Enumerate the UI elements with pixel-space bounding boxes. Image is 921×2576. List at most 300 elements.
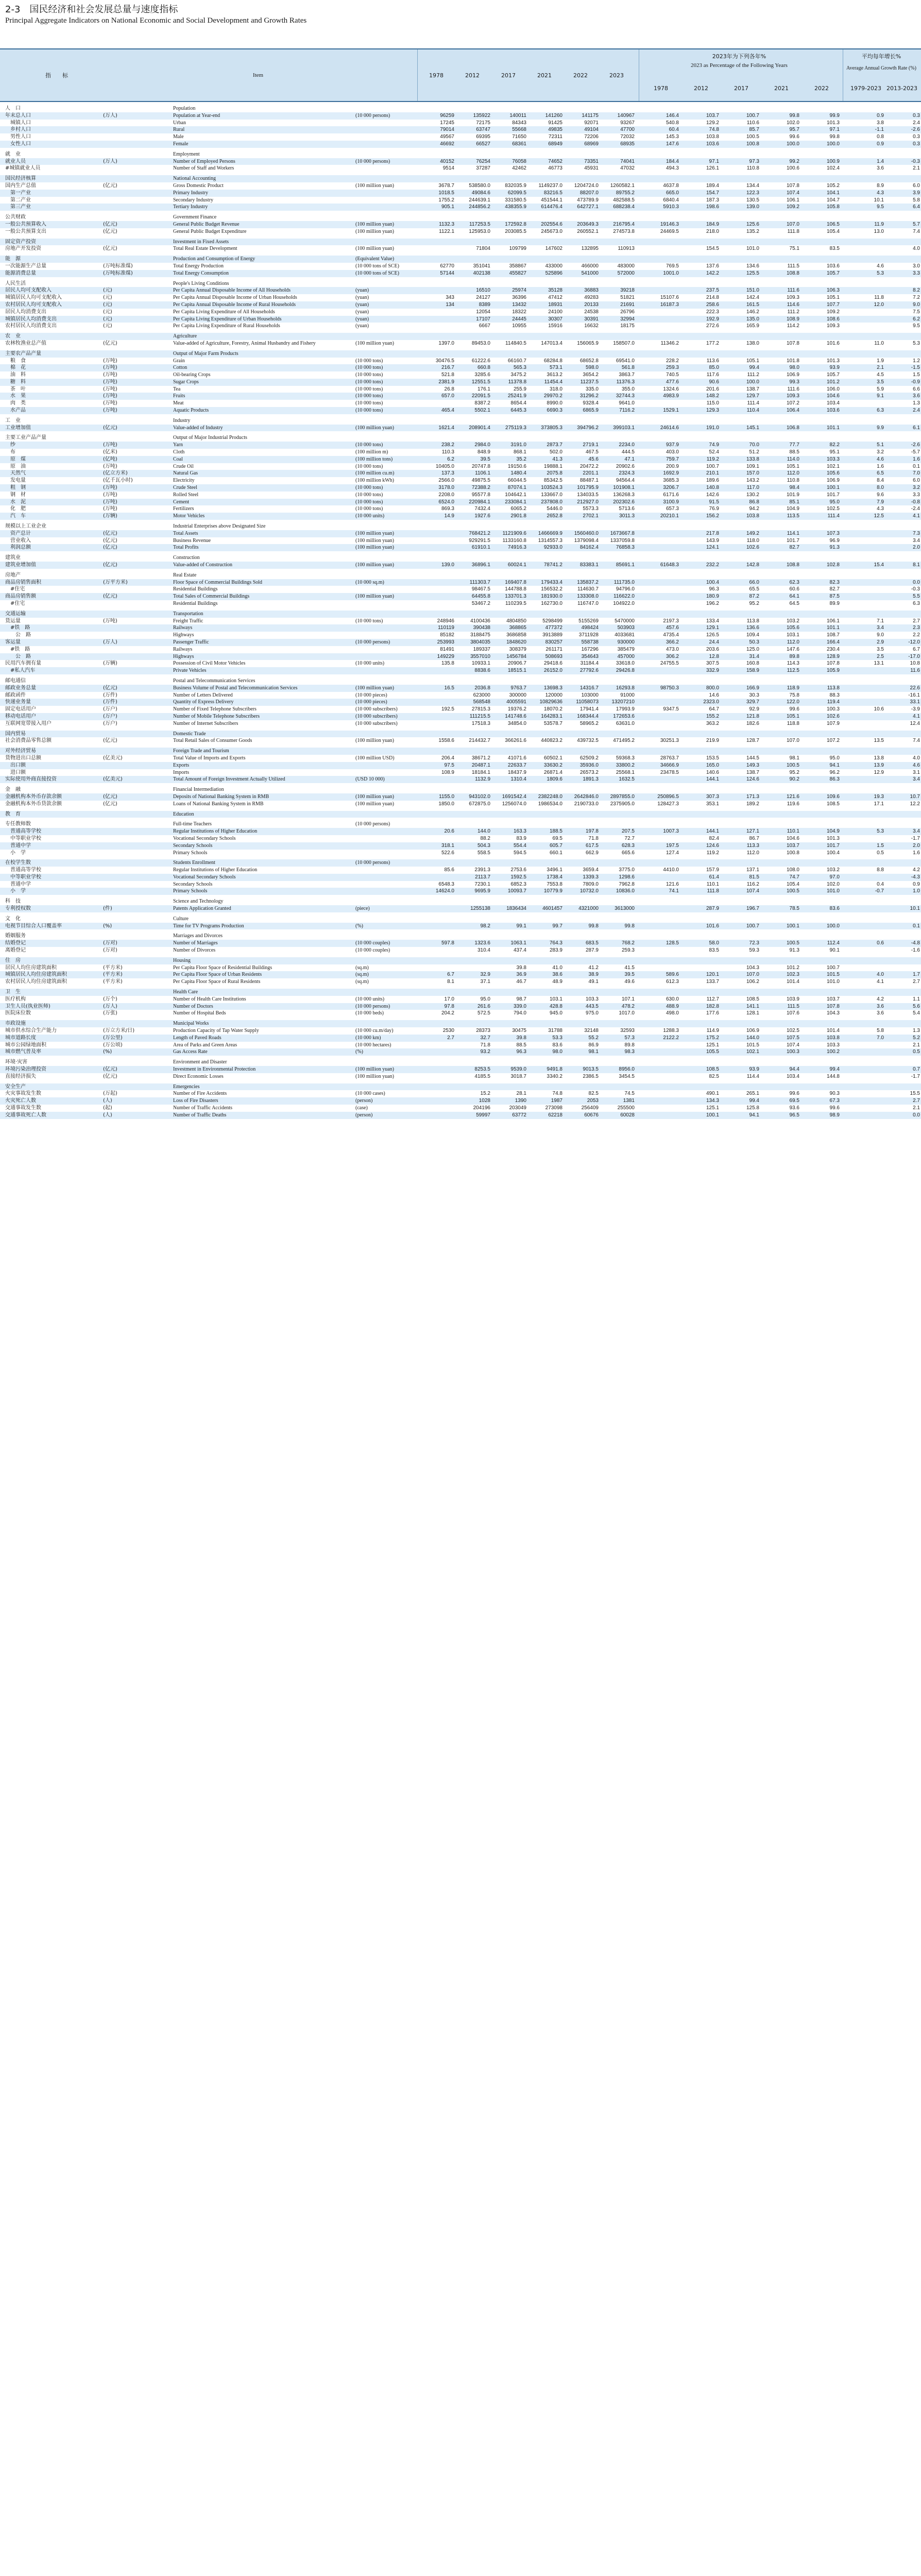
row-value: 106.1 bbox=[826, 618, 840, 624]
row-value: 94.2 bbox=[749, 506, 759, 512]
row-value: 0.0 bbox=[913, 1112, 920, 1118]
row-value: 145.1 bbox=[746, 425, 759, 431]
section-row bbox=[0, 417, 921, 425]
row-value: 10732.0 bbox=[579, 888, 599, 894]
row-label-chinese: 电视节目综合人口覆盖率 bbox=[5, 923, 62, 929]
row-value: 95.7 bbox=[789, 127, 799, 133]
row-value: 522.6 bbox=[441, 850, 454, 856]
row-label-chinese: 公共财政 bbox=[5, 214, 26, 221]
row-value: 53578.7 bbox=[543, 720, 562, 726]
row-value: 107.5 bbox=[786, 1035, 799, 1041]
row-value: 905.1 bbox=[441, 204, 454, 210]
row-value: 2324.3 bbox=[619, 470, 635, 477]
table-row bbox=[0, 379, 921, 386]
table-row bbox=[0, 874, 921, 881]
row-value: 258.6 bbox=[706, 301, 719, 308]
row-value: 96.3 bbox=[516, 1049, 526, 1055]
row-unit-chinese: (万吨) bbox=[103, 358, 117, 364]
row-value: 275119.3 bbox=[505, 425, 526, 431]
row-value: 66160.7 bbox=[507, 358, 526, 364]
row-value: 139.0 bbox=[746, 204, 759, 210]
row-value: 237808.0 bbox=[541, 499, 562, 505]
row-label-chinese: #私人汽车 bbox=[5, 668, 36, 674]
table-header bbox=[0, 48, 921, 102]
row-value: 2381.9 bbox=[438, 379, 454, 385]
row-value: 94564.4 bbox=[616, 478, 635, 484]
table-row bbox=[0, 358, 921, 365]
row-value: 140.8 bbox=[706, 485, 719, 491]
row-value: 3.2 bbox=[913, 485, 920, 491]
row-unit-chinese: (亿元) bbox=[103, 182, 117, 189]
row-value: 33618.0 bbox=[616, 660, 635, 667]
row-value: 182.6 bbox=[746, 720, 759, 726]
row-value: 1560460.0 bbox=[574, 530, 599, 536]
row-label-chinese: 粮 食 bbox=[5, 358, 26, 364]
row-value: 2.1 bbox=[913, 165, 920, 172]
row-value: 106.0 bbox=[826, 386, 840, 392]
row-value: 525896 bbox=[545, 270, 562, 276]
row-value: 385479 bbox=[617, 646, 635, 652]
row-value: 29426.8 bbox=[616, 668, 635, 674]
row-value: 8.8 bbox=[877, 867, 884, 873]
row-label-chinese: 结婚登记 bbox=[5, 940, 26, 946]
row-value: 108.5 bbox=[706, 1066, 719, 1073]
row-unit-english: (10 000 tons) bbox=[355, 485, 383, 491]
row-value: 101.5 bbox=[746, 1042, 759, 1048]
row-value: 494.3 bbox=[666, 165, 679, 172]
row-label-chinese: 女性人口 bbox=[5, 141, 31, 147]
row-label-chinese: 城镇居民人均住房建筑面积 bbox=[5, 972, 67, 978]
row-value: 9763.7 bbox=[510, 685, 526, 691]
row-value: 13.0 bbox=[874, 228, 884, 234]
row-value: 1621.4 bbox=[438, 425, 454, 431]
row-label-english: Area of Parks and Green Areas bbox=[173, 1042, 237, 1048]
row-value: 5502.1 bbox=[474, 408, 490, 414]
row-value: 133667.0 bbox=[541, 492, 562, 498]
row-value: 114.2 bbox=[787, 323, 799, 329]
row-value: 868.1 bbox=[513, 449, 526, 455]
row-label-chinese: 安全生产 bbox=[5, 1083, 26, 1090]
row-value: 97.1 bbox=[709, 158, 719, 164]
table-row bbox=[0, 1105, 921, 1112]
row-value: 5.9 bbox=[877, 386, 884, 392]
row-value: 630.0 bbox=[666, 996, 679, 1002]
header-indicator: 指 标 bbox=[45, 72, 68, 79]
row-value: 4804850 bbox=[506, 618, 526, 624]
row-unit-chinese: (万公顷) bbox=[103, 1042, 123, 1048]
row-value: 7.0 bbox=[913, 470, 920, 477]
row-label-english: Regular Institutions of Higher Education bbox=[173, 867, 258, 873]
row-value: 540.8 bbox=[666, 120, 679, 126]
row-value: 98.1 bbox=[789, 755, 799, 761]
row-value: 60.4 bbox=[669, 127, 679, 133]
row-value: 18175 bbox=[620, 323, 635, 329]
row-label-chinese: 金 融 bbox=[5, 787, 21, 793]
row-unit-english: (10 000 subscribers) bbox=[355, 706, 398, 713]
row-label-english: Science and Technology bbox=[173, 899, 224, 905]
row-value: 133.4 bbox=[706, 618, 719, 624]
row-value: 115.0 bbox=[706, 400, 719, 406]
row-label-english: Total Value of Imports and Exports bbox=[173, 755, 246, 761]
row-label-english: Sugar Crops bbox=[173, 379, 199, 385]
section-row bbox=[0, 175, 921, 182]
row-value: -2.4 bbox=[911, 506, 920, 512]
row-value: 130.2 bbox=[746, 492, 759, 498]
row-value: 9.0 bbox=[877, 632, 884, 638]
row-value: 665.0 bbox=[666, 190, 679, 196]
row-value: 15.4 bbox=[874, 562, 884, 568]
row-value: 110.1 bbox=[706, 881, 719, 887]
row-value: 18515.1 bbox=[507, 668, 526, 674]
row-unit-english: (100 million yuan) bbox=[355, 530, 394, 536]
row-value: 3.4 bbox=[913, 776, 920, 783]
row-label-english: Culture bbox=[173, 916, 189, 922]
row-value: 149.2 bbox=[746, 530, 759, 536]
row-value: 11378.8 bbox=[508, 379, 526, 385]
row-value: 101.4 bbox=[786, 979, 799, 985]
row-value: 5713.6 bbox=[619, 506, 635, 512]
row-label-chinese: 能源消费总量 bbox=[5, 270, 36, 276]
row-value: 165.0 bbox=[706, 762, 719, 768]
row-value: 71.8 bbox=[588, 835, 599, 841]
row-value: 101.0 bbox=[746, 246, 759, 252]
row-label-english: Electricity bbox=[173, 478, 195, 484]
row-value: 119.2 bbox=[706, 850, 719, 856]
row-value: 6.0 bbox=[913, 478, 920, 484]
row-label-english: Vocational Secondary Schools bbox=[173, 835, 236, 841]
row-value: 72206 bbox=[584, 134, 599, 140]
row-value: 97.8 bbox=[444, 1003, 454, 1009]
row-value: 117.0 bbox=[746, 485, 759, 491]
row-value: 144.0 bbox=[477, 828, 490, 835]
row-value: 71804 bbox=[476, 246, 490, 252]
row-value: 1018.5 bbox=[438, 190, 454, 196]
row-value: 35.2 bbox=[516, 456, 526, 462]
row-value: 2122.2 bbox=[663, 1035, 679, 1041]
row-value: 5.4 bbox=[913, 1010, 920, 1016]
row-label-english: Per Capita Living Expenditure of All Households bbox=[173, 309, 275, 315]
row-value: 99.6 bbox=[829, 1105, 840, 1111]
row-value: 125.8 bbox=[746, 1105, 759, 1111]
row-label-english: Housing bbox=[173, 957, 191, 963]
row-label-english: Secondary Schools bbox=[173, 842, 213, 849]
row-label-english: Highways bbox=[173, 653, 194, 659]
row-value: 105.9 bbox=[826, 668, 840, 674]
row-value: 7553.8 bbox=[547, 881, 562, 887]
row-unit-chinese: (亿元) bbox=[103, 228, 117, 234]
row-value: 89755.2 bbox=[616, 190, 635, 196]
table-row bbox=[0, 340, 921, 347]
row-value: 64455.8 bbox=[471, 594, 490, 600]
table-row bbox=[0, 646, 921, 653]
row-unit-english: (person) bbox=[355, 1098, 373, 1104]
row-value: 118.0 bbox=[746, 537, 759, 544]
row-value: 2113.7 bbox=[475, 874, 490, 880]
row-value: 6.5 bbox=[877, 470, 884, 477]
row-value: 106.9 bbox=[786, 372, 799, 378]
row-value: 197.8 bbox=[585, 828, 599, 835]
row-value: 114.3 bbox=[787, 660, 799, 667]
row-label-english: Direct Economic Losses bbox=[173, 1073, 224, 1079]
row-value: 768.2 bbox=[621, 940, 635, 946]
table-row bbox=[0, 425, 921, 432]
row-label-english: Municipal Works bbox=[173, 1021, 209, 1027]
row-unit-english: (Equivalent Value) bbox=[355, 256, 395, 262]
row-value: 5.3 bbox=[877, 270, 884, 276]
row-unit-chinese: (万吨) bbox=[103, 365, 117, 371]
row-value: 41.2 bbox=[588, 964, 599, 971]
row-label-english: Freight Traffic bbox=[173, 618, 203, 624]
row-value: 16293.8 bbox=[616, 685, 635, 691]
row-value: 91000 bbox=[620, 692, 635, 698]
row-value: 47.1 bbox=[624, 456, 635, 462]
row-value: 108.5 bbox=[746, 996, 759, 1002]
row-value: 672875.0 bbox=[469, 801, 490, 807]
row-value: 156532.2 bbox=[541, 586, 562, 592]
row-value: 72.7 bbox=[624, 835, 635, 841]
row-value: 141.1 bbox=[746, 1003, 759, 1009]
row-value: 10.1 bbox=[874, 197, 884, 203]
row-label-english: Residential Buildings bbox=[173, 601, 218, 606]
row-value: 0.9 bbox=[877, 112, 884, 118]
row-value: 101795.9 bbox=[577, 485, 599, 491]
row-value: 10955 bbox=[512, 323, 526, 329]
row-value: 97.3 bbox=[749, 158, 759, 164]
row-value: 103.9 bbox=[786, 996, 799, 1002]
row-unit-chinese: (平方米) bbox=[103, 964, 123, 971]
row-value: 166.4 bbox=[826, 639, 840, 645]
row-unit-english: (10 000 persons) bbox=[355, 1003, 390, 1009]
header-year: 2021 bbox=[537, 72, 552, 79]
row-value: 201.6 bbox=[706, 386, 719, 392]
row-value: 51821 bbox=[620, 295, 635, 301]
row-value: 61910.1 bbox=[471, 545, 490, 551]
row-value: 1063.1 bbox=[510, 940, 526, 946]
row-value: 103.2 bbox=[826, 867, 840, 873]
row-label-chinese: 国民经济核算 bbox=[5, 176, 36, 182]
row-label-chinese: 出口额 bbox=[5, 762, 26, 768]
row-value: 642727.1 bbox=[577, 204, 599, 210]
row-value: 0.9 bbox=[913, 881, 920, 887]
row-value: 17245 bbox=[440, 120, 454, 126]
row-value: 9.6 bbox=[877, 492, 884, 498]
row-value: 60.6 bbox=[789, 586, 799, 592]
row-label-english: Exports bbox=[173, 762, 190, 768]
row-label-chinese: 固定资产投资 bbox=[5, 239, 36, 245]
row-value: 617.5 bbox=[585, 842, 599, 849]
row-label-chinese: 主要农产品产量 bbox=[5, 350, 41, 357]
row-value: 272.6 bbox=[706, 323, 719, 329]
table-row bbox=[0, 1010, 921, 1017]
row-label-chinese: 工业增加值 bbox=[5, 425, 31, 431]
row-label-english: Total Retail Sales of Consumer Goods bbox=[173, 738, 252, 744]
row-value: 104.3 bbox=[746, 964, 759, 971]
row-value: 55668 bbox=[512, 127, 526, 133]
row-value: 70.0 bbox=[749, 442, 759, 448]
row-unit-chinese: (万人) bbox=[103, 1003, 117, 1009]
row-value: 1529.1 bbox=[663, 408, 679, 414]
row-value: 74.5 bbox=[624, 1091, 635, 1097]
row-value: 1.1 bbox=[913, 996, 920, 1002]
row-value: 20906.7 bbox=[507, 660, 526, 667]
row-unit-chinese: (元) bbox=[103, 287, 112, 294]
table-row bbox=[0, 632, 921, 639]
row-value: 2566.0 bbox=[438, 478, 454, 484]
table-row bbox=[0, 835, 921, 842]
row-value: 63772 bbox=[512, 1112, 526, 1118]
row-value: 146.4 bbox=[666, 112, 679, 118]
header-avg-group: 平均每年增长% bbox=[861, 53, 901, 60]
row-value: 109.1 bbox=[746, 463, 759, 469]
row-unit-chinese: (亿元) bbox=[103, 801, 117, 807]
row-value: 218.0 bbox=[706, 228, 719, 234]
table-row bbox=[0, 190, 921, 197]
row-value: 4005591 bbox=[506, 699, 526, 705]
row-value: 443.5 bbox=[585, 1003, 599, 1009]
row-value: 82.7 bbox=[829, 586, 840, 592]
table-row bbox=[0, 371, 921, 379]
section-row bbox=[0, 434, 921, 442]
row-unit-chinese: (万对) bbox=[103, 947, 117, 954]
row-value: 1255138 bbox=[470, 906, 490, 912]
row-label-chinese: 主要工业产品产量 bbox=[5, 435, 46, 441]
row-unit-english: (10 000 tons) bbox=[355, 379, 383, 385]
row-unit-english: (100 million yuan) bbox=[355, 793, 394, 800]
row-value: 144.1 bbox=[706, 776, 719, 783]
row-value: 428.8 bbox=[549, 1003, 562, 1009]
row-value: 31184.4 bbox=[580, 660, 599, 667]
row-value: 945.0 bbox=[549, 1010, 562, 1016]
section-row bbox=[0, 239, 921, 246]
row-unit-english: (yuan) bbox=[355, 301, 369, 308]
row-label-chinese: 卫 生 bbox=[5, 989, 21, 995]
table-row bbox=[0, 685, 921, 692]
row-unit-chinese: (件) bbox=[103, 906, 112, 912]
table-row bbox=[0, 1003, 921, 1010]
row-unit-english: (10 000 pieces) bbox=[355, 699, 387, 705]
row-value: 6.2 bbox=[913, 316, 920, 322]
row-unit-chinese: (元) bbox=[103, 301, 112, 308]
row-value: 98750.3 bbox=[660, 685, 679, 691]
row-value: 57.3 bbox=[624, 1035, 635, 1041]
row-value: 287.9 bbox=[585, 947, 599, 954]
row-value: 66044.5 bbox=[507, 478, 526, 484]
row-value: 6.4 bbox=[913, 204, 920, 210]
row-value: 99.8 bbox=[624, 923, 635, 929]
row-value: 33800.2 bbox=[616, 762, 635, 768]
row-unit-chinese: (万件) bbox=[103, 699, 117, 705]
row-value: 1.6 bbox=[913, 850, 920, 856]
row-value: 121.6 bbox=[786, 793, 799, 800]
row-value: 1122.1 bbox=[439, 228, 454, 234]
row-value: 0.3 bbox=[913, 112, 920, 118]
row-value: 74.9 bbox=[709, 442, 719, 448]
row-value: 16632 bbox=[584, 323, 599, 329]
row-value: 100.5 bbox=[786, 940, 799, 946]
row-value: 21691 bbox=[620, 301, 635, 308]
row-value: 2.0 bbox=[913, 545, 920, 551]
row-value: 107.8 bbox=[786, 340, 799, 346]
row-value: 2197.3 bbox=[663, 618, 679, 624]
row-value: 1987 bbox=[551, 1098, 562, 1104]
row-value: 2753.6 bbox=[510, 867, 526, 873]
row-value: 100.2 bbox=[826, 1049, 840, 1055]
row-value: 81491 bbox=[440, 646, 454, 652]
row-value: 11.0 bbox=[874, 340, 884, 346]
row-value: 8.2 bbox=[913, 287, 920, 294]
row-value: 41071.6 bbox=[507, 755, 526, 761]
row-value: 110119 bbox=[438, 625, 454, 631]
row-value: 17.0 bbox=[444, 996, 454, 1002]
row-value: 74.8 bbox=[709, 127, 719, 133]
row-value: 112.7 bbox=[706, 996, 719, 1002]
row-value: 13698.3 bbox=[543, 685, 562, 691]
row-value: 91.3 bbox=[789, 947, 799, 954]
row-value: 141260 bbox=[545, 112, 562, 118]
row-value: 38.6 bbox=[552, 972, 562, 978]
row-value: 151.0 bbox=[746, 287, 759, 294]
row-value: 102.1 bbox=[746, 1049, 759, 1055]
row-value: 133308.0 bbox=[577, 594, 599, 600]
row-value: 105.7 bbox=[826, 270, 840, 276]
row-value: 3804035 bbox=[470, 639, 490, 645]
row-value: 100.3 bbox=[826, 706, 840, 713]
row-value: 111735.0 bbox=[613, 579, 635, 585]
row-label-chinese: 固定电话用户 bbox=[5, 706, 36, 713]
row-value: 125.6 bbox=[746, 221, 759, 227]
row-value: 39.5 bbox=[624, 972, 635, 978]
row-value: 0.0 bbox=[913, 579, 920, 585]
row-label-english: Number of Employed Persons bbox=[173, 158, 235, 164]
row-value: 89.8 bbox=[624, 1042, 635, 1048]
header-item: Item bbox=[252, 72, 264, 78]
row-value: 24538 bbox=[584, 309, 599, 315]
row-label-chinese: 第二产业 bbox=[5, 197, 31, 203]
row-value: 4.0 bbox=[877, 972, 884, 978]
row-unit-english: (USD 10 000) bbox=[355, 776, 385, 783]
row-label-english: Marriages and Divorces bbox=[173, 933, 223, 939]
row-value: -2.6 bbox=[911, 127, 920, 133]
row-value: 113.8 bbox=[746, 618, 759, 624]
row-value: 363.2 bbox=[706, 720, 719, 726]
row-value: 107.7 bbox=[826, 301, 840, 308]
table-row bbox=[0, 586, 921, 593]
row-value: 111.4 bbox=[747, 400, 759, 406]
row-value: 129.7 bbox=[746, 393, 759, 399]
row-value: 2.2 bbox=[913, 632, 920, 638]
row-value: 138.7 bbox=[746, 769, 759, 775]
row-value: 140967 bbox=[617, 112, 635, 118]
row-unit-chinese: (亿立方米) bbox=[103, 470, 128, 477]
row-value: 3685.3 bbox=[663, 478, 679, 484]
row-label-chinese: 营业收入 bbox=[5, 537, 31, 544]
row-value: 399103.1 bbox=[613, 425, 635, 431]
row-value: 628.3 bbox=[621, 842, 635, 849]
row-value: 107.6 bbox=[786, 1010, 799, 1016]
table-row bbox=[0, 309, 921, 316]
row-value: 36.9 bbox=[516, 972, 526, 978]
row-unit-chinese: (亿元) bbox=[103, 221, 117, 227]
row-value: 13.9 bbox=[874, 762, 884, 768]
row-label-chinese: 专任教师数 bbox=[5, 821, 31, 827]
row-label-chinese: 汽 车 bbox=[5, 513, 26, 519]
row-value: 98.3 bbox=[624, 1049, 635, 1055]
row-unit-chinese: (万起) bbox=[103, 1091, 117, 1097]
row-value: 204.2 bbox=[441, 1010, 454, 1016]
row-value: 165.9 bbox=[746, 323, 759, 329]
row-value: 1927.6 bbox=[474, 513, 490, 519]
row-value: 1848620 bbox=[506, 639, 526, 645]
